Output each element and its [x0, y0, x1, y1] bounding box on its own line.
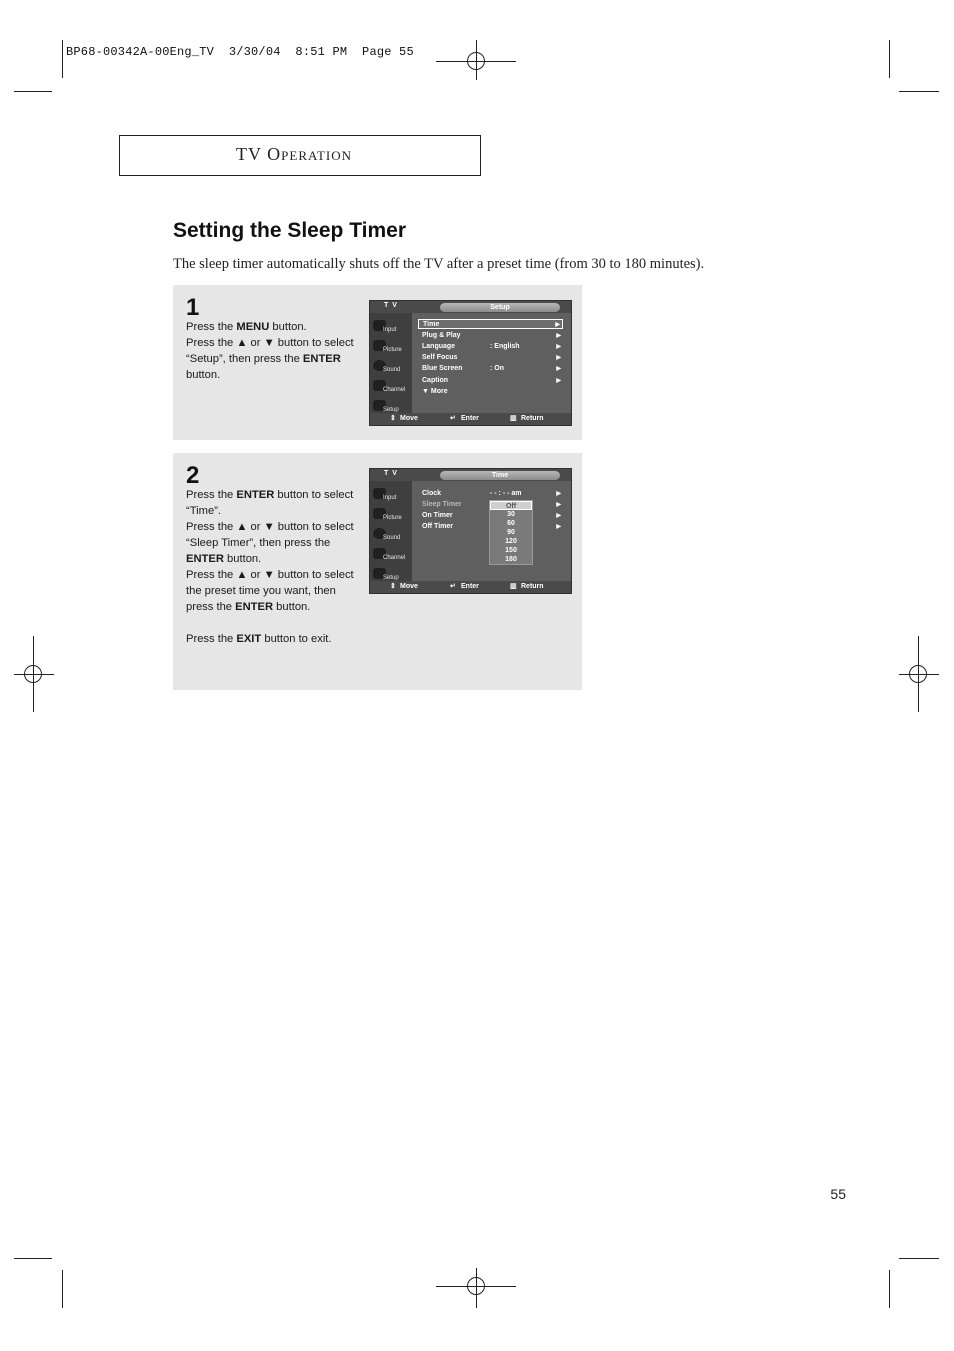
osd-row-sleep-timer: Sleep Timer ▶	[422, 501, 561, 508]
dropdown-option-off: Off	[490, 501, 532, 510]
return-icon: ▥	[510, 583, 517, 590]
dropdown-option-180: 180	[505, 556, 517, 563]
sleep-timer-dropdown	[489, 500, 533, 565]
registration-mark-right	[899, 636, 939, 712]
step-2-line-1: Press the ENTER button to select “Time”.	[186, 489, 354, 517]
dropdown-option-150: 150	[505, 547, 517, 554]
page-number: 55	[830, 1186, 846, 1202]
input-icon: Input	[373, 487, 409, 505]
crop-mark	[889, 1270, 890, 1308]
osd-tv-label: T V	[384, 470, 398, 477]
osd-row-caption: Caption ▶	[422, 377, 561, 384]
crop-mark	[14, 1258, 52, 1259]
osd-row-off-timer: Off Timer ▶	[422, 523, 561, 530]
step-1-line-2: Press the ▲ or ▼ button to select “Setup”, then press the ENTER button.	[186, 337, 354, 381]
enter-icon: ↵	[450, 583, 456, 590]
crop-mark	[889, 40, 890, 78]
step-2-line-4: Press the EXIT button to exit.	[186, 633, 332, 645]
osd-sidebar	[370, 313, 412, 413]
step-2-line-3: Press the ▲ or ▼ button to select the preset time you want, then press the ENTER button.	[186, 569, 354, 613]
setup-icon: Setup	[373, 567, 409, 585]
section-title: TV Operation	[236, 144, 353, 164]
osd-row-more: ▼ More	[422, 388, 448, 395]
osd-row-clock: Clock - - : - - am ▶	[422, 490, 561, 497]
osd-tab-setup: Setup	[440, 303, 560, 312]
osd-sidebar	[370, 481, 412, 581]
crop-mark	[899, 1258, 939, 1259]
osd-tab-time: Time	[440, 471, 560, 480]
osd-bottom-bar: ⇕ Move ↵ Enter ▥ Return	[370, 413, 571, 425]
dropdown-option-120: 120	[505, 538, 517, 545]
registration-mark-top	[436, 40, 516, 80]
registration-mark-left	[14, 636, 54, 712]
osd-setup-menu	[369, 300, 572, 426]
osd-time-menu	[369, 468, 572, 594]
dropdown-option-30: 30	[507, 511, 515, 518]
osd-row-on-timer: On Timer ▶	[422, 512, 561, 519]
intro-text: The sleep timer automatically shuts off the TV after a preset time (from 30 to 180 minutes).	[173, 256, 705, 272]
registration-mark-bottom	[436, 1268, 516, 1308]
dropdown-option-90: 90	[507, 529, 515, 536]
crop-mark	[899, 91, 939, 92]
channel-icon: Channel	[373, 379, 409, 397]
osd-row-self-focus: Self Focus ▶	[422, 354, 561, 361]
crop-mark	[14, 91, 52, 92]
channel-icon: Channel	[373, 547, 409, 565]
crop-mark	[62, 40, 63, 78]
return-icon: ▥	[510, 415, 517, 422]
step-2-number: 2	[186, 462, 200, 489]
osd-tv-label: T V	[384, 302, 398, 309]
step-1-line-1: Press the MENU button.	[186, 321, 307, 333]
page-title: Setting the Sleep Timer	[173, 219, 406, 242]
step-2-text	[186, 487, 361, 647]
sound-icon: Sound	[373, 359, 409, 377]
input-icon: Input	[373, 319, 409, 337]
move-icon: ⇕	[390, 415, 396, 422]
osd-bottom-bar: ⇕ Move ↵ Enter ▥ Return	[370, 581, 571, 593]
enter-icon: ↵	[450, 415, 456, 422]
setup-icon: Setup	[373, 399, 409, 417]
sound-icon: Sound	[373, 527, 409, 545]
osd-row-blue-screen: Blue Screen : On ▶	[422, 365, 561, 372]
dropdown-option-60: 60	[507, 520, 515, 527]
osd-row-time: Time ▶	[418, 319, 563, 329]
print-slug: BP68-00342A-00Eng_TV 3/30/04 8:51 PM Page 55	[66, 45, 414, 59]
osd-row-plug-play: Plug & Play ▶	[422, 332, 561, 339]
osd-row-language: Language : English ▶	[422, 343, 561, 350]
step-1-number: 1	[186, 294, 200, 321]
picture-icon: Picture	[373, 339, 409, 357]
crop-mark	[62, 1270, 63, 1308]
step-1-text	[186, 319, 358, 383]
step-2-line-2: Press the ▲ or ▼ button to select “Sleep Timer”, then press the ENTER button.	[186, 521, 354, 565]
move-icon: ⇕	[390, 583, 396, 590]
picture-icon: Picture	[373, 507, 409, 525]
